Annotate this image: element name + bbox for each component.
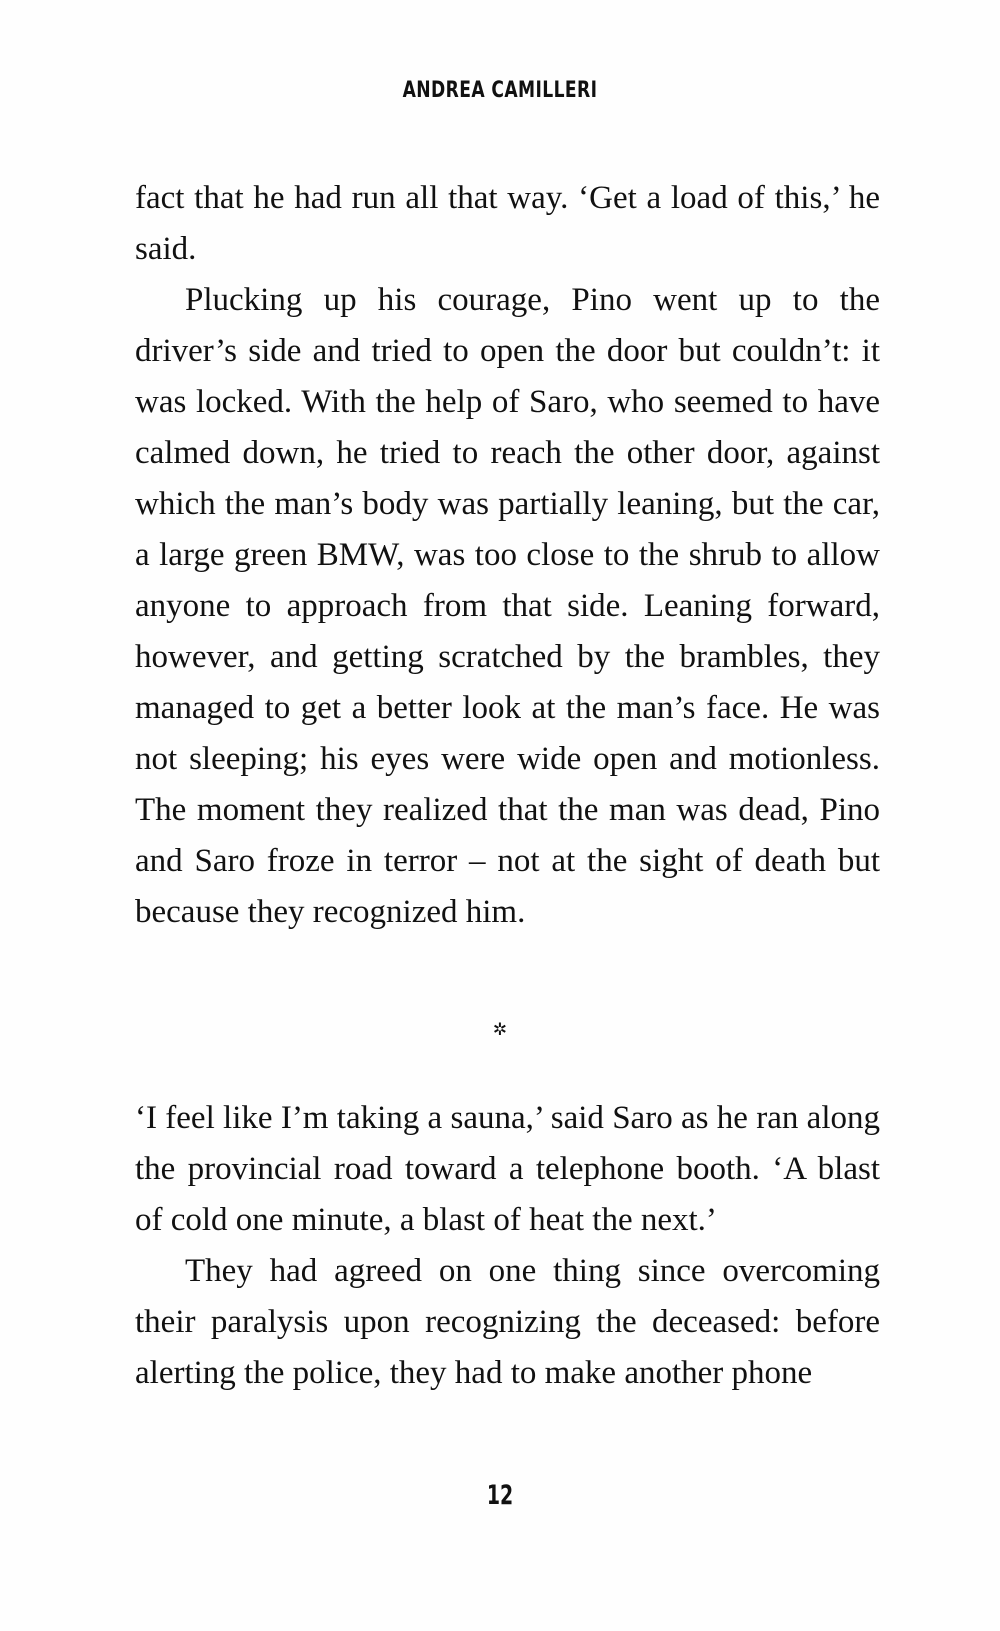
paragraph: ‘I feel like I’m taking a sauna,’ said Saro as he ran along the provincial road toward a telephone booth. ‘A blast of cold one minute, a blast of heat the next.’ [135, 1100, 880, 1238]
paragraph: fact that he had run all that way. ‘Get a load of this,’ he said. [135, 180, 880, 267]
section-break-ornament: ✲ [492, 1020, 508, 1040]
text-section-1 [135, 173, 880, 938]
page-number: 12 [486, 1480, 514, 1511]
text-section-2 [135, 1093, 880, 1399]
paragraph: They had agreed on one thing since overcoming their paralysis upon recognizing the deceased: before alerting the police, they had to make another phone [135, 1253, 880, 1391]
paragraph: Plucking up his courage, Pino went up to the driver’s side and tried to open the door but couldn’t: it was locked. With the help of Saro, who seemed to have calmed down, he tried to reach the other door, against which the man’s body was partially leaning, but the car, a large green BMW, was too close to the shrub to allow anyone to approach from that side. Leaning forward, however, and getting scratched by the brambles, they managed to get a better look at the man’s face. He was not sleeping; his eyes were wide open and motionless. The moment they realized that the man was dead, Pino and Saro froze in terror – not at the sight of death but because they recognized him. [135, 282, 880, 930]
running-head: ANDREA CAMILLERI [402, 78, 598, 103]
